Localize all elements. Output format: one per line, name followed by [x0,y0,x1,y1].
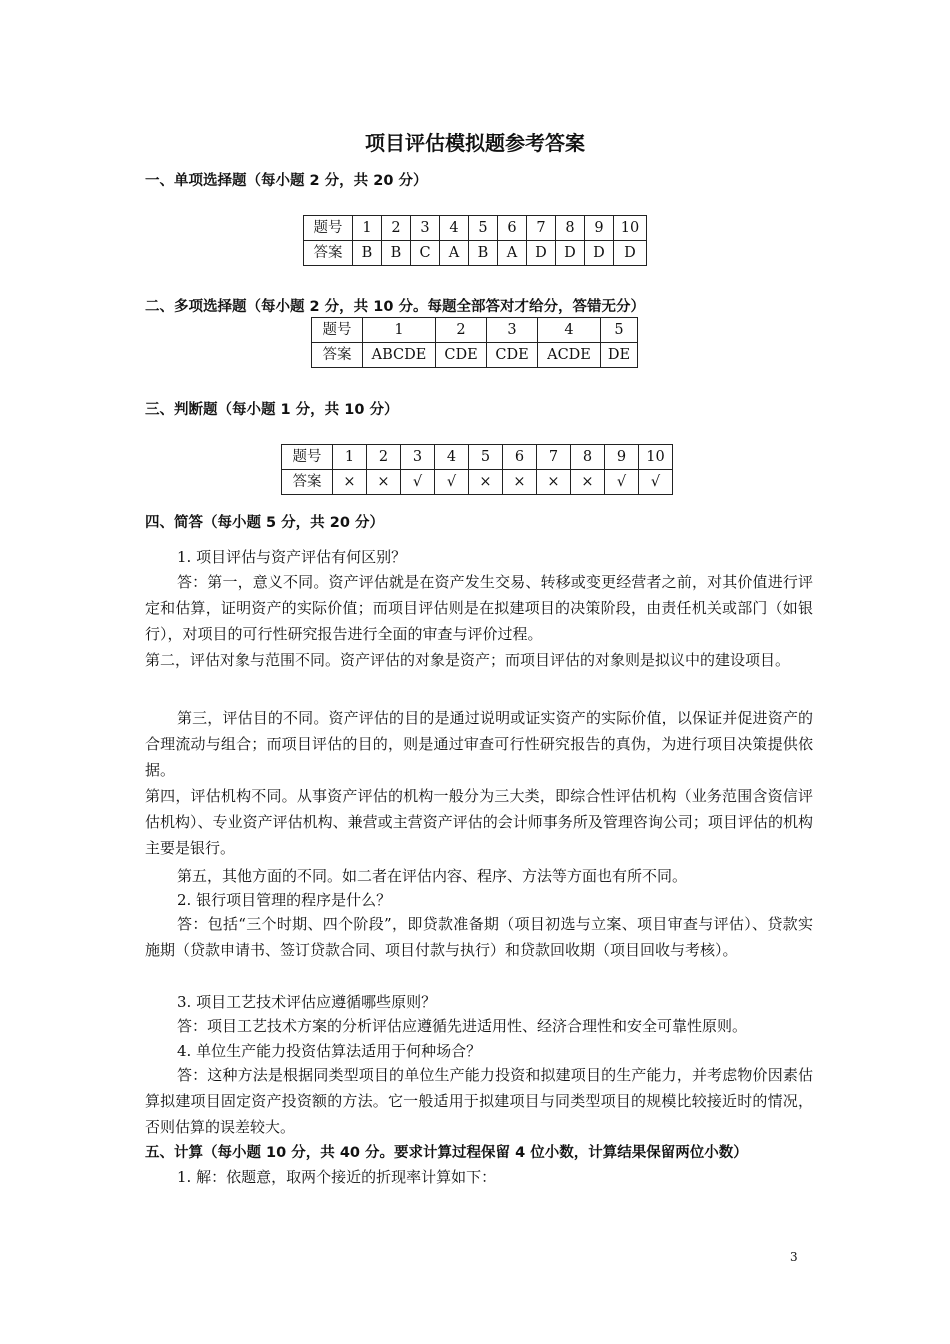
table-cell: D [556,241,585,266]
table-cell: 5 [469,216,498,241]
table-cell: B [382,241,411,266]
answer-1-para-1: 答：第一，意义不同。资产评估就是在资产发生交易、转移或变更经营者之前，对其价值进行评定和估算，证明资产的实际价值；而项目评估则是在拟建项目的决策阶段，由责任机关或部门（如银行），对项目的可行性研究报告进行全面的审查与评价过程。 [145,573,813,643]
table-cell: × [537,470,571,495]
table-cell: × [333,470,367,495]
table-cell: 5 [469,445,503,470]
table-row [282,445,673,470]
table-cell: B [353,241,382,266]
table-cell: × [503,470,537,495]
table-cell: A [498,241,527,266]
table-cell: 6 [498,216,527,241]
table-cell: 2 [436,318,487,343]
table-row [304,241,647,266]
table-cell: CDE [436,343,487,368]
answer-1-para-3: 第三，评估目的不同。资产评估的目的是通过说明或证实资产的实际价值，以保证并促进资产的合理流动与组合；而项目评估的目的，则是通过审查可行性研究报告的真伪，为进行项目决策提供依据。 [145,709,813,779]
table-cell: D [527,241,556,266]
row-label: 题号 [312,318,363,343]
answer-1-para-2: 第二，评估对象与范围不同。资产评估的对象是资产；而项目评估的对象则是拟议中的建设项目。 [145,651,791,669]
table-cell: C [411,241,440,266]
table-cell: × [469,470,503,495]
table-cell: 5 [601,318,638,343]
table-cell: 9 [585,216,614,241]
table-cell: ACDE [538,343,601,368]
calculation-line-1: 1. 解：依题意，取两个接近的折现率计算如下： [177,1168,497,1186]
table-cell: 2 [367,445,401,470]
table-row [312,343,638,368]
table-cell: 1 [353,216,382,241]
section4-heading: 四、简答（每小题 5 分，共 20 分） [145,515,384,531]
table-cell: √ [401,470,435,495]
question-4: 4. 单位生产能力投资估算法适用于何种场合？ [177,1042,482,1060]
table-cell: 4 [440,216,469,241]
table-cell: 1 [363,318,436,343]
table-cell: DE [601,343,638,368]
table-cell: √ [605,470,639,495]
section5-heading: 五、计算（每小题 10 分，共 40 分。要求计算过程保留 4 位小数，计算结果保留两位小数） [145,1145,748,1161]
section1-heading: 一、单项选择题（每小题 2 分，共 20 分） [145,173,428,189]
table-cell: 3 [487,318,538,343]
table-cell: 8 [571,445,605,470]
answer-1-para-5: 第五，其他方面的不同。如二者在评估内容、程序、方法等方面也有所不同。 [177,867,688,885]
table-cell: 10 [614,216,647,241]
table-cell: 1 [333,445,367,470]
table-cell: 9 [605,445,639,470]
table-cell: √ [639,470,673,495]
question-2: 2. 银行项目管理的程序是什么？ [177,891,392,909]
table-cell: 3 [411,216,440,241]
page-title: 项目评估模拟题参考答案 [365,131,585,155]
table-cell: √ [435,470,469,495]
row-label: 答案 [304,241,353,266]
answer-4: 答：这种方法是根据同类型项目的单位生产能力投资和拟建项目的生产能力，并考虑物价因素估算拟建项目固定资产投资额的方法。它一般适用于拟建项目与同类型项目的规模比较接近时的情况，否则估算的误差较大。 [145,1066,813,1136]
table-cell: D [585,241,614,266]
table-cell: 3 [401,445,435,470]
answer-3: 答：项目工艺技术方案的分析评估应遵循先进适用性、经济合理性和安全可靠性原则。 [177,1017,748,1035]
table-cell: 7 [537,445,571,470]
single-choice-answer-table [303,215,647,266]
question-1: 1. 项目评估与资产评估有何区别？ [177,548,407,566]
table-row [282,470,673,495]
row-label: 答案 [312,343,363,368]
row-label: 题号 [282,445,333,470]
multi-choice-answer-table [311,317,638,368]
row-label: 题号 [304,216,353,241]
answer-2: 答：包括“三个时期、四个阶段”，即贷款准备期（项目初选与立案、项目审查与评估）、贷款实施期（贷款申请书、签订贷款合同、项目付款与执行）和贷款回收期（项目回收与考核）。 [145,915,813,959]
table-cell: 8 [556,216,585,241]
section3-heading: 三、判断题（每小题 1 分，共 10 分） [145,402,399,418]
table-cell: × [367,470,401,495]
table-cell: 7 [527,216,556,241]
table-cell: 4 [435,445,469,470]
table-cell: 2 [382,216,411,241]
table-cell: 10 [639,445,673,470]
true-false-answer-table [281,444,673,495]
table-cell: 4 [538,318,601,343]
table-cell: D [614,241,647,266]
table-row [304,216,647,241]
table-cell: 6 [503,445,537,470]
answer-1-para-4: 第四，评估机构不同。从事资产评估的机构一般分为三大类，即综合性评估机构（业务范围含资信评估机构）、专业资产评估机构、兼营或主营资产评估的会计师事务所及管理咨询公司；项目评估的机构主要是银行。 [145,787,813,857]
table-cell: × [571,470,605,495]
row-label: 答案 [282,470,333,495]
table-cell: ABCDE [363,343,436,368]
table-cell: B [469,241,498,266]
table-cell: A [440,241,469,266]
table-row [312,318,638,343]
page-number: 3 [790,1250,798,1264]
table-cell: CDE [487,343,538,368]
question-3: 3. 项目工艺技术评估应遵循哪些原则？ [177,993,437,1011]
section2-heading: 二、多项选择题（每小题 2 分，共 10 分。每题全部答对才给分，答错无分） [145,299,645,315]
